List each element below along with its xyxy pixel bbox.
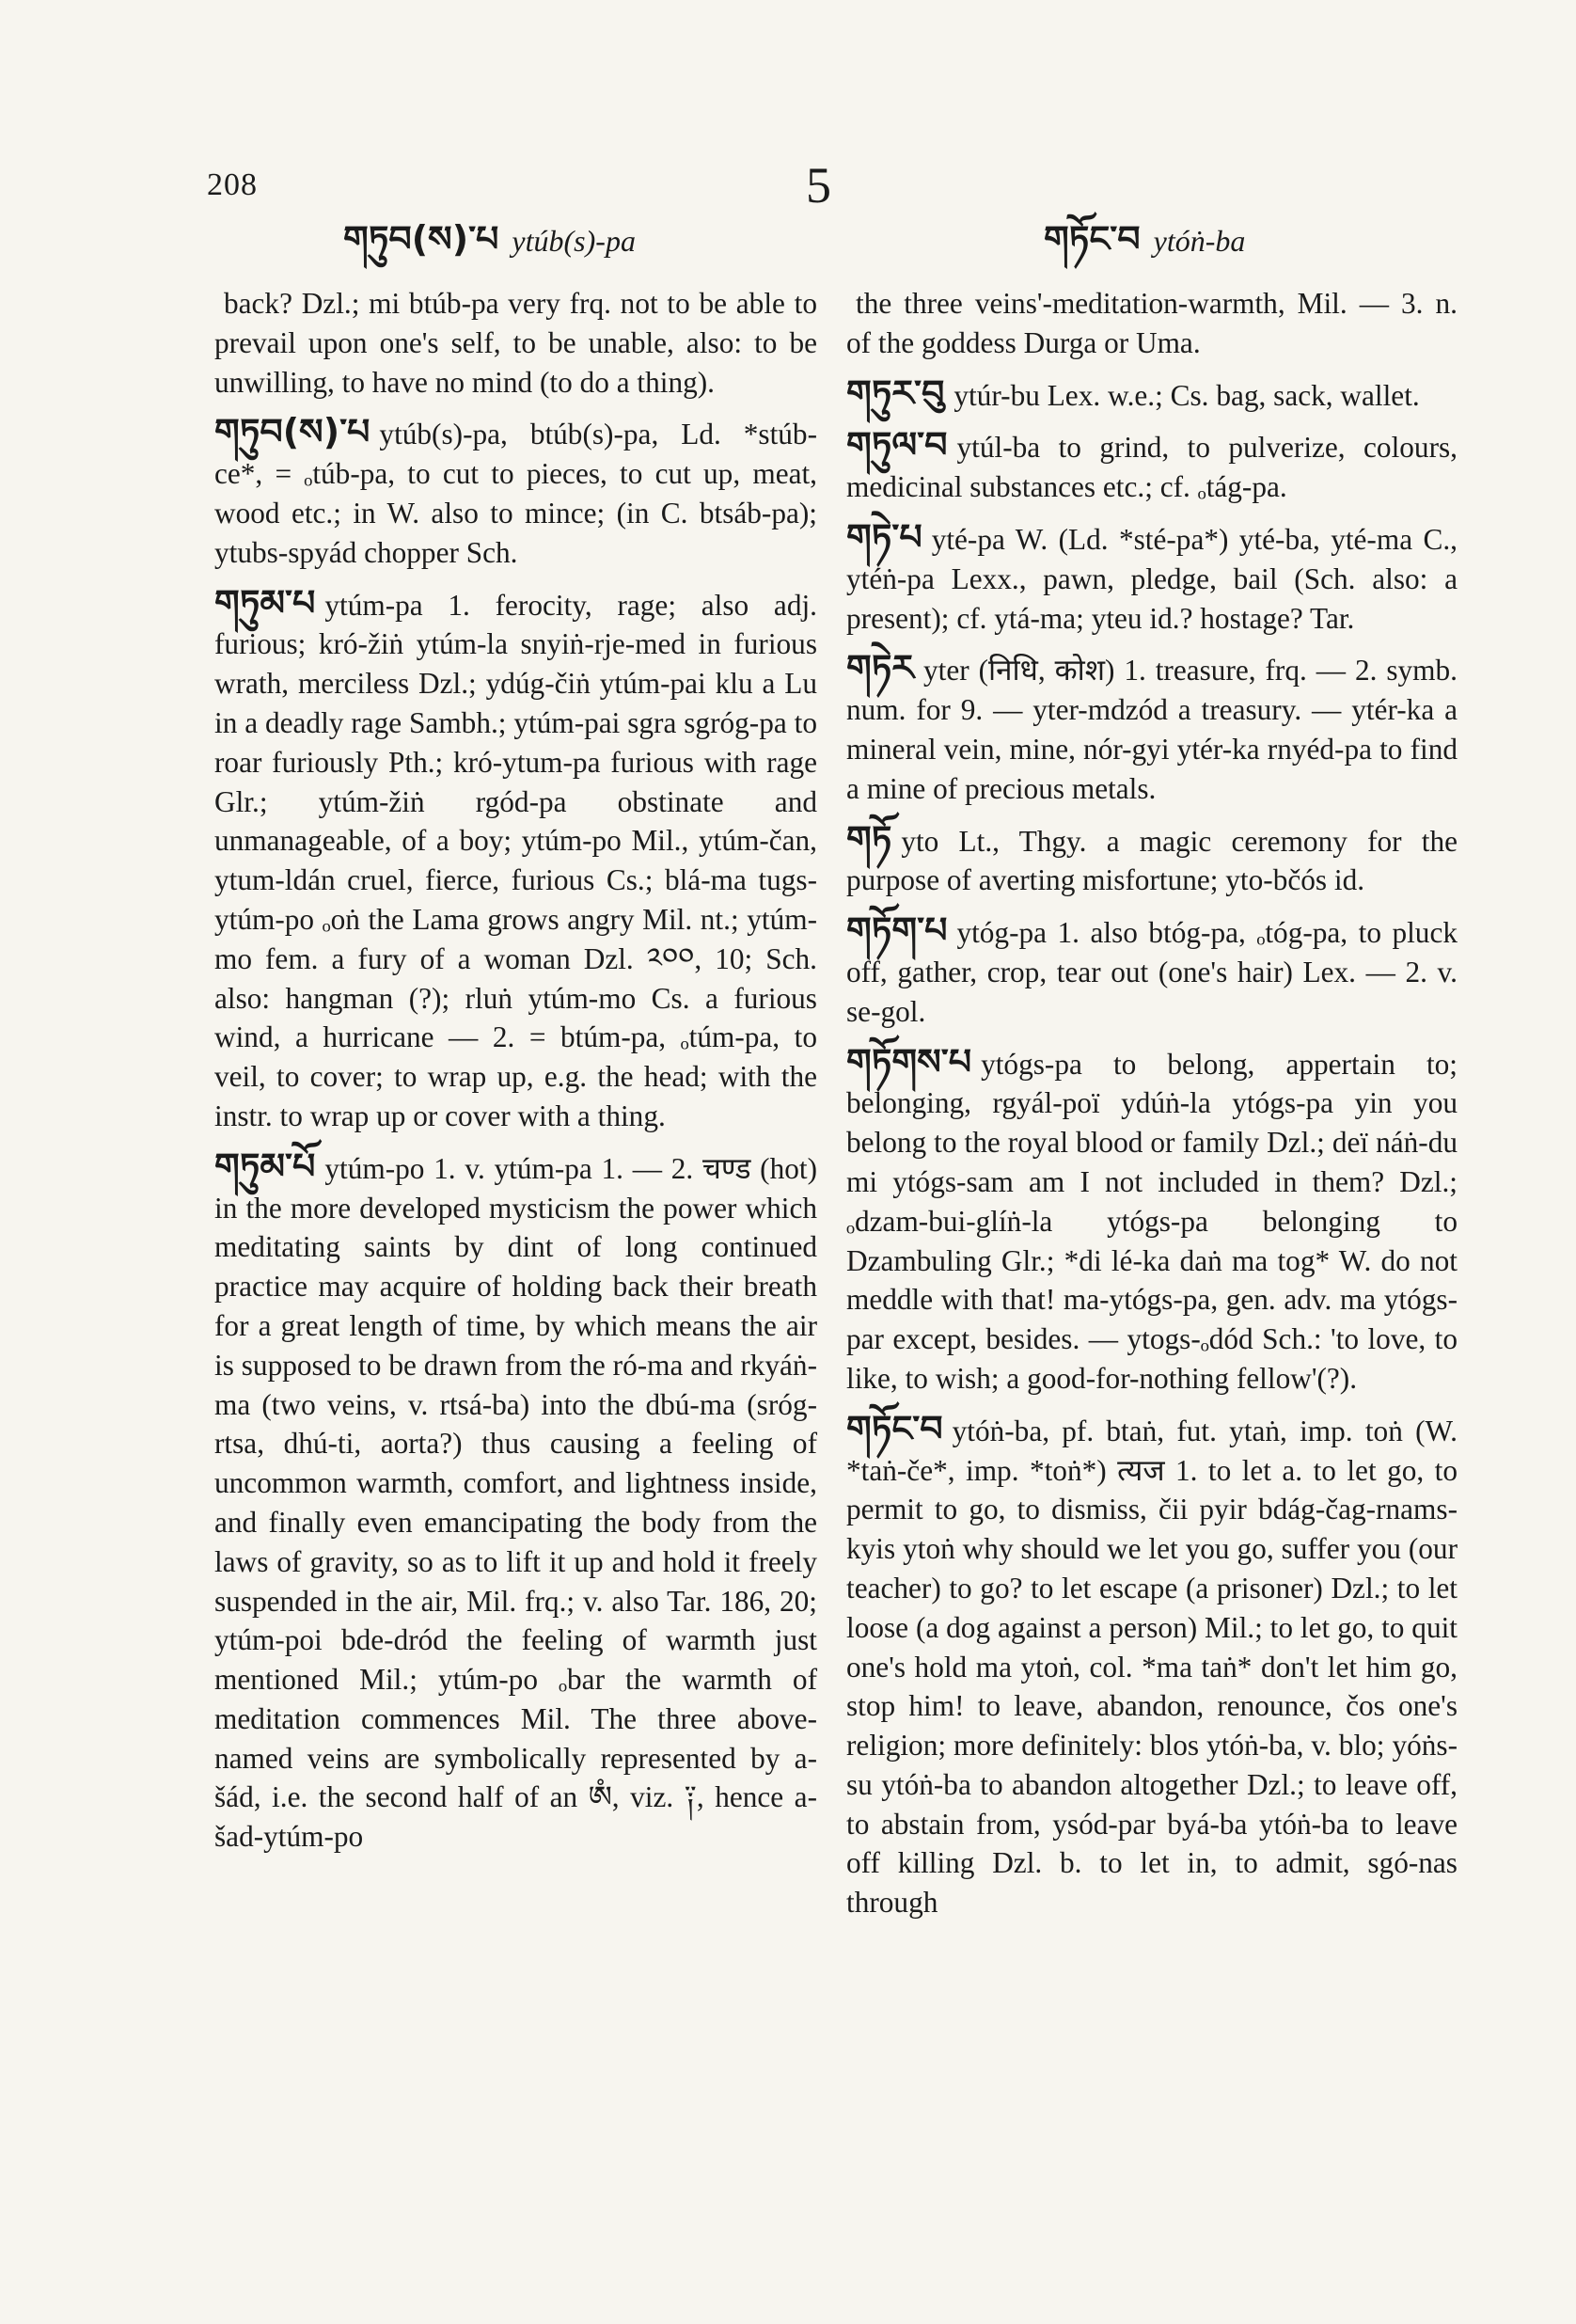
dictionary-entry xyxy=(846,911,1458,1031)
dictionary-entry xyxy=(846,1040,1458,1399)
left-column xyxy=(214,282,817,1868)
entry-headword: གཏུབ(ས)་པ xyxy=(214,411,370,453)
entry-text: ytúl-ba to grind, to pulverize, colours, medicinal substances etc.; cf. ₒtág-pa. xyxy=(846,431,1458,504)
entry-text: ytúr-bu Lex. w.e.; Cs. bag, sack, wallet. xyxy=(953,378,1420,412)
entry-headword: གཏོ xyxy=(846,817,892,860)
dictionary-entry xyxy=(214,413,817,572)
entry-headword: གཏེར xyxy=(846,647,915,689)
entry-text: back? Dzl.; mi btúb-pa very frq. not to be able to prevail upon one's self, to be unable, also: to be unwilling, to have no mind (to do a thing). xyxy=(214,287,817,399)
page-header xyxy=(0,150,1576,260)
dictionary-entry xyxy=(846,1407,1458,1922)
dictionary-entry xyxy=(214,1147,817,1857)
dictionary-entry xyxy=(846,426,1458,507)
entry-headword: གཏུར་བུ xyxy=(846,372,945,414)
entry-headword: གཏོགས་པ xyxy=(846,1040,972,1083)
page-number: 208 xyxy=(207,167,258,202)
dictionary-entry xyxy=(846,817,1458,901)
entry-text: ytóg-pa 1. also btóg-pa, ₒtóg-pa, to pluck off, gather, crop, tear out (one's hair) Lex. — 2. v. se-gol. xyxy=(846,916,1458,1028)
right-column xyxy=(846,282,1458,1934)
entry-headword: གཏུལ་བ xyxy=(846,424,948,466)
dictionary-entry xyxy=(214,282,817,402)
entry-headword: གཏེ་པ xyxy=(846,515,922,558)
entry-text: yter (निधि, कोश) 1. treasure, frq. — 2. symb. num. for 9. — yter-mdzód a treasury. — ytér-ka a mineral vein, mine, nór-gyi ytér-ka rnyéd-pa to find a mine of precious metals. xyxy=(846,654,1458,805)
dictionary-entry xyxy=(846,282,1458,363)
entry-headword: གཏུམ་པ xyxy=(214,581,316,624)
entry-text: ytúb(s)-pa, btúb(s)-pa, Ld. *stúb-ce*, = ₒtúb-pa, to cut to pieces, to cut up, meat, wood etc.; in W. also to mince; (in C. btsáb-pa); ytubs-spyád chopper Sch. xyxy=(214,418,817,569)
entry-text: ytóṅ-ba, pf. btaṅ, fut. ytaṅ, imp. toṅ (W. *taṅ-če*, imp. *toṅ*) त्यज 1. to let a. to let go, to permit to go, to dismiss, čii pyir bdág-čag-rnams-kyis ytoṅ why should we let you go, suffer you (our teacher) to go? to let escape (a prisoner) Dzl.; to let loose (a dog against a person) Mil.; to let go, to quit one's hold ma ytoṅ, col. *ma taṅ* don't let him go, stop him! to leave, abandon, renounce, čos one's religion; more definitely: blos ytóṅ-ba, v. blo; yóṅs-su ytóṅ-ba to abandon altogether Dzl.; to leave off, to abstain from, ysód-par byá-ba ytóṅ-ba to leave off killing Dzl. b. to let in, to admit, sgó-nas through xyxy=(846,1414,1458,1920)
dictionary-entry xyxy=(846,649,1458,808)
entry-headword: གཏོག་པ xyxy=(846,909,948,952)
entry-text: the three veins'-meditation-warmth, Mil. — 3. n. of the goddess Durga or Uma. xyxy=(846,287,1458,359)
entry-text: ytúm-po 1. v. ytúm-pa 1. — 2. चण्ड (hot) in the more developed mysticism the power which meditating saints by dint of long continued practice may acquire of holding back their breath for a great length of time, by which means the air is supposed to be drawn from the ró-ma and rkyáṅ-ma (two veins, v. rtsá-ba) into the dbú-ma (sróg-rtsa, dhú-ti, aorta?) thus causing a feeling of uncommon warmth, comfort, and lightness inside, and finally even emancipating the body from the laws of gravity, so as to lift it up and hold it freely suspended in the air, Mil. frq.; v. also Tar. 186, 20; ytúm-poi bde-dród the feeling of warmth just mentioned Mil.; ytúm-po ₒbar the warmth of meditation commences Mil. The three above-named veins are symbolically represented by a-šád, i.e. the second half of an ཨཾ, viz. ༑, hence a-šad-ytúm-po xyxy=(214,1151,817,1854)
right-head-translit: ytóṅ-ba xyxy=(1153,224,1246,258)
left-head-translit: ytúb(s)-pa xyxy=(512,224,636,258)
dictionary-entry xyxy=(846,515,1458,638)
entry-headword: གཏོང་བ xyxy=(846,1407,943,1449)
right-head-tibetan: གཏོང་བ xyxy=(1044,218,1141,260)
dictionary-entry xyxy=(214,581,817,1136)
entry-text: yto Lt., Thgy. a magic ceremony for the purpose of averting misfortune; yto-bčós id. xyxy=(846,824,1458,897)
entry-text: ytúm-pa 1. ferocity, rage; also adj. furious; kró-žiṅ ytúm-la snyiṅ-rje-med in furious wrath, merciless Dzl.; ydúg-čiṅ ytúm-pai klu a Lu in a deadly rage Sambh.; ytúm-pai sgra sgróg-pa to roar furiously Pth.; kró-ytum-pa furious with rage Glr.; ytúm-žiṅ rgód-pa obstinate and unmanageable, of a boy; ytúm-po Mil., ytúm-čan, ytum-ldán cruel, fierce, furious Cs.; blá-ma tugs-ytúm-po ₒoṅ the Lama grows angry Mil. nt.; ytúm-mo fem. a fury of a woman Dzl. ༢༠༠, 10; Sch. also: hangman (?); rluṅ ytúm-mo Cs. a furious wind, a hurricane — 2. = btúm-pa, ₒtúm-pa, to veil, to cover; to wrap up, e.g. the head; with the instr. to wrap up or cover with a thing. xyxy=(214,588,817,1132)
section-letter: 5 xyxy=(806,157,831,213)
entry-text: ytógs-pa to belong, appertain to; belonging, rgyál-poï ydúṅ-la ytógs-pa yin you belong to the royal blood or family Dzl.; deï náṅ-du mi ytógs-sam am I not included in them? Dzl.; ₒdzam-bui-glíṅ-la ytógs-pa belonging to Dzambuling Glr.; *di lé-ka daṅ ma tog* W. do not meddle with that! ma-ytógs-pa, gen. adv. ma ytógs-par except, besides. — ytogs-ₒdód Sch.: 'to love, to like, to wish; a good-for-nothing fellow'(?). xyxy=(846,1047,1458,1395)
left-head-tibetan: གཏུབ(ས)་པ xyxy=(343,218,499,260)
entry-text: yté-pa W. (Ld. *sté-pa*) yté-ba, yté-ma C., ytéṅ-pa Lexx., pawn, pledge, bail (Sch. also: a present); cf. ytá-ma; yteu id.? hostage? Tar. xyxy=(846,522,1458,635)
dictionary-entry xyxy=(846,374,1458,416)
entry-headword: གཏུམ་པོ xyxy=(214,1145,316,1187)
